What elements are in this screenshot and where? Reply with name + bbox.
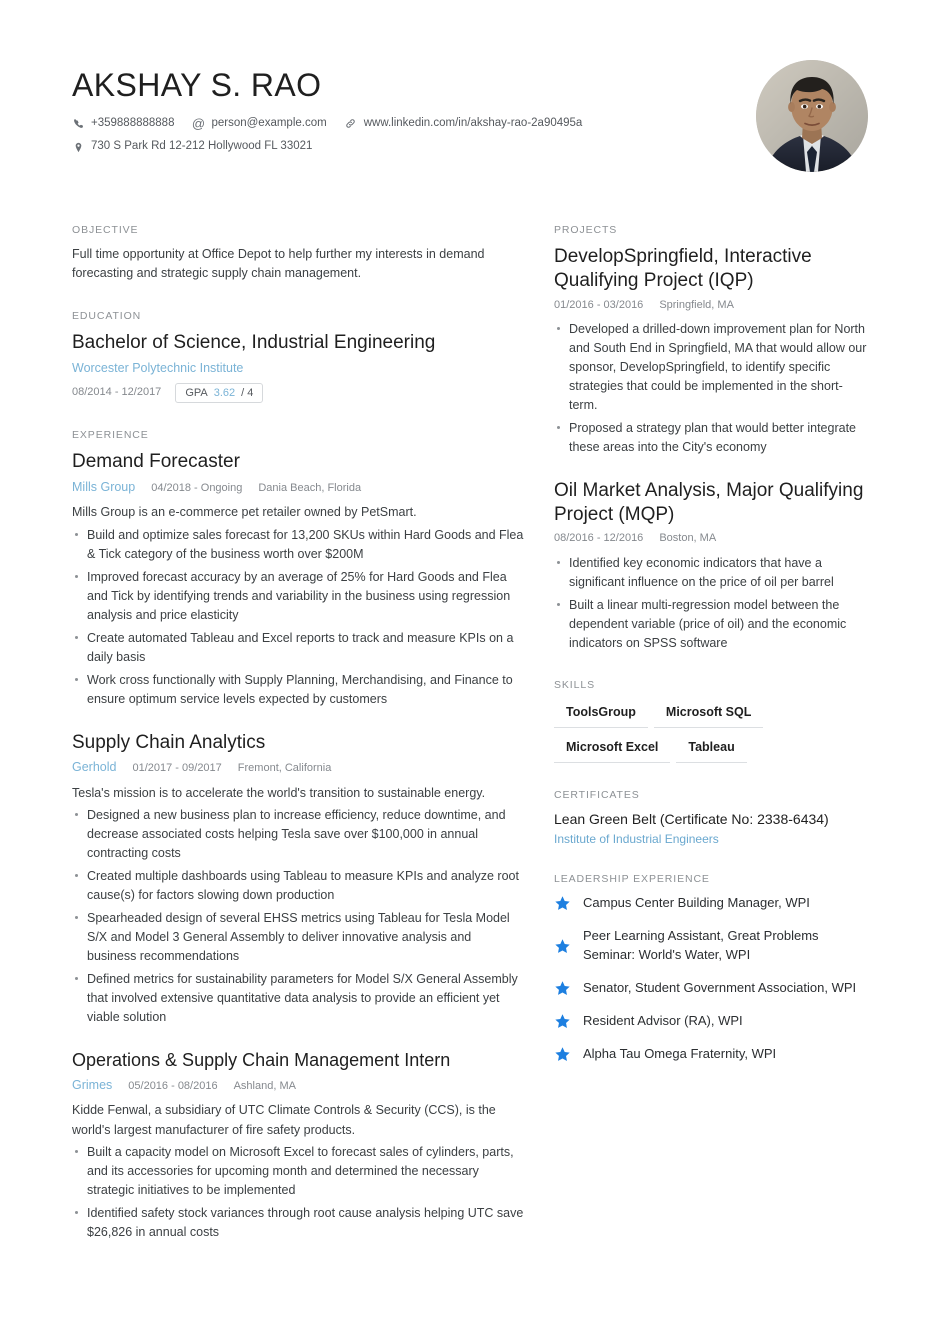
job-bullets: [72, 806, 524, 1027]
location-pin-icon: [72, 141, 84, 153]
list-item: [554, 927, 868, 965]
job-bullet: Improved forecast accuracy by an average of 25% for Hard Goods and Flea and Tick by identifying trends and variability in the business using regression analysis and price elasticity: [72, 568, 524, 625]
job-bullets: [72, 526, 524, 709]
job-bullet: Defined metrics for sustainability parameters for Model S/X General Assembly that involved extensive quantitative data analysis to provide an efficient yet viable solution: [72, 970, 524, 1027]
skills-list: [554, 701, 868, 763]
left-column: [72, 224, 524, 1268]
contact-linkedin-value: www.linkedin.com/in/akshay-rao-2a90495a: [363, 117, 583, 130]
leadership-list: [554, 894, 868, 1063]
section-certificates: [554, 789, 868, 848]
job-title: Operations & Supply Chain Management Intern: [72, 1050, 451, 1071]
contact-linkedin[interactable]: [345, 115, 583, 132]
education-meta: [72, 383, 524, 403]
job-location: Dania Beach, Florida: [258, 481, 362, 494]
section-title-projects: PROJECTS: [554, 224, 618, 236]
leadership-text: Senator, Student Government Association, WPI: [583, 980, 857, 995]
contact-row-address: [72, 138, 732, 155]
contact-phone[interactable]: [72, 115, 174, 132]
list-item: [554, 1045, 868, 1064]
contact-address: [72, 138, 312, 155]
link-icon: [345, 118, 357, 130]
gpa-badge: [175, 383, 263, 403]
certificate-title: Lean Green Belt (Certificate No: 2338-6434): [554, 810, 829, 827]
star-icon: [554, 980, 571, 997]
job-dates: 01/2017 - 09/2017: [132, 762, 222, 775]
star-icon: [554, 1046, 571, 1063]
section-leadership: [554, 873, 868, 1063]
page-title: AKSHAY S. RAO: [72, 67, 322, 103]
project-bullet: Built a linear multi-regression model between the dependent variable (price of oil) and the economic indicators on SPSS software: [554, 596, 868, 653]
job-bullet: Spearheaded design of several EHSS metrics using Tableau for Tesla Model S/X and Model 3 General Assembly to deliver innovative analysis and business recommendations: [72, 909, 524, 966]
job-company[interactable]: Grimes: [72, 1077, 113, 1092]
job-location: Ashland, MA: [233, 1079, 296, 1092]
list-item: [554, 894, 868, 913]
gpa-value: 3.62: [213, 387, 236, 399]
job-company[interactable]: Gerhold: [72, 760, 117, 775]
skill-item: Microsoft Excel: [554, 736, 670, 763]
resume-header: [72, 60, 868, 172]
project-entry: [554, 245, 868, 457]
section-title-experience: EXPERIENCE: [72, 429, 149, 441]
contact-row-primary: [72, 115, 732, 132]
gpa-label: GPA: [185, 387, 208, 399]
project-location: Boston, MA: [659, 532, 717, 545]
section-title-objective: OBJECTIVE: [72, 224, 139, 236]
contact-phone-value: +359888888888: [91, 117, 175, 130]
leadership-text: Campus Center Building Manager, WPI: [583, 895, 810, 911]
avatar: [756, 60, 868, 172]
list-item: [554, 1012, 868, 1031]
job-meta: [72, 479, 524, 497]
contact-address-value: 730 S Park Rd 12-212 Hollywood FL 33021: [91, 140, 313, 153]
job-title: Demand Forecaster: [72, 451, 240, 472]
header-text-block: [72, 60, 732, 162]
section-title-certificates: CERTIFICATES: [554, 788, 640, 801]
experience-entry: [72, 450, 524, 709]
project-entry: [554, 479, 868, 653]
job-dates: 04/2018 - Ongoing: [151, 481, 243, 494]
star-icon: [554, 938, 571, 955]
education-dates: 08/2014 - 12/2017: [72, 386, 162, 399]
star-icon: [554, 1013, 571, 1030]
job-company[interactable]: Mills Group: [72, 479, 136, 494]
job-bullets: [72, 1143, 524, 1242]
job-summary: Tesla's mission is to accelerate the world's transition to sustainable energy.: [72, 785, 486, 800]
job-bullet: Work cross functionally with Supply Planning, Merchandising, and Finance to ensure optimum service levels expected by customers: [72, 671, 524, 709]
project-bullets: [554, 554, 868, 653]
section-title-leadership: LEADERSHIP EXPERIENCE: [554, 873, 710, 886]
section-experience: [72, 429, 524, 1242]
certificate-issuer[interactable]: Institute of Industrial Engineers: [554, 831, 719, 846]
project-title: Oil Market Analysis, Major Qualifying Project (MQP): [554, 479, 864, 525]
job-bullet: Identified safety stock variances through root cause analysis helping UTC save $26,826 in annual costs: [72, 1204, 524, 1242]
phone-icon: [72, 118, 84, 130]
project-meta: [554, 298, 868, 313]
job-summary: Mills Group is an e-commerce pet retailer owned by PetSmart.: [72, 505, 417, 520]
job-bullet: Create automated Tableau and Excel reports to track and measure KPIs on a daily basis: [72, 629, 524, 667]
job-bullet: Built a capacity model on Microsoft Excel to forecast sales of cylinders, parts, and its accessories for upcoming month and determined the necessary strategic initiatives to be implemented: [72, 1143, 524, 1200]
project-bullet: Identified key economic indicators that have a significant influence on the price of oil per barrel: [554, 554, 868, 592]
project-meta: [554, 531, 868, 546]
job-location: Fremont, California: [237, 762, 332, 775]
right-column: [554, 224, 868, 1090]
section-skills: [554, 679, 868, 763]
section-projects: [554, 224, 868, 653]
list-item: [554, 979, 868, 998]
job-meta: [72, 759, 524, 777]
job-bullet: Created multiple dashboards using Tableau to measure KPIs and analyze root cause(s) for factors slowing down production: [72, 867, 524, 905]
section-education: [72, 310, 524, 403]
job-dates: 05/2016 - 08/2016: [128, 1079, 218, 1092]
project-bullets: [554, 320, 868, 457]
education-school[interactable]: Worcester Polytechnic Institute: [72, 360, 244, 375]
resume-body: [72, 224, 868, 1268]
job-title: Supply Chain Analytics: [72, 731, 266, 753]
certificate-entry: [554, 810, 868, 848]
project-dates: 08/2016 - 12/2016: [554, 532, 644, 545]
job-bullet: Build and optimize sales forecast for 13,200 SKUs within Hard Goods and Flea & Tick category of the business worth over $200M: [72, 526, 524, 564]
job-summary: Kidde Fenwal, a subsidiary of UTC Climate Controls & Security (CCS), is the world's largest manufacturer of fire safety products.: [72, 1103, 496, 1137]
section-title-skills: SKILLS: [554, 678, 596, 691]
skill-item: Tableau: [676, 736, 746, 763]
skill-item: ToolsGroup: [554, 701, 648, 728]
objective-text: Full time opportunity at Office Depot to help further my interests in demand forecasting and strategic supply chain management.: [72, 247, 485, 281]
leadership-text: Alpha Tau Omega Fraternity, WPI: [583, 1045, 777, 1061]
education-degree: Bachelor of Science, Industrial Engineering: [72, 331, 436, 353]
project-title: DevelopSpringfield, Interactive Qualifying Project (IQP): [554, 246, 812, 291]
profile-photo: [756, 60, 868, 172]
contact-email[interactable]: [192, 115, 326, 132]
section-title-education: EDUCATION: [72, 309, 142, 322]
job-bullet: Designed a new business plan to increase efficiency, reduce downtime, and decrease associated costs helping Tesla save over $100,000 in annual contracting costs: [72, 806, 524, 863]
skill-item: Microsoft SQL: [654, 701, 763, 728]
experience-entry: [72, 731, 524, 1028]
project-location: Springfield, MA: [659, 298, 734, 311]
leadership-text: Resident Advisor (RA), WPI: [583, 1012, 743, 1028]
section-objective: [72, 224, 524, 284]
contact-email-value: person@example.com: [211, 117, 327, 130]
project-bullet: Proposed a strategy plan that would better integrate these areas into the City's economy: [554, 419, 868, 457]
star-icon: [554, 895, 571, 912]
job-meta: [72, 1077, 524, 1095]
gpa-scale: / 4: [241, 387, 254, 399]
project-bullet: Developed a drilled-down improvement plan for North and South End in Springfield, MA that would allow our sponsor, DevelopSpringfield, to identify specific strategies that could be implemented in the short-term.: [554, 320, 868, 415]
at-icon: @: [191, 116, 206, 132]
experience-entry: [72, 1049, 524, 1242]
project-dates: 01/2016 - 03/2016: [554, 298, 644, 311]
leadership-text: Peer Learning Assistant, Great Problems Seminar: World's Water, WPI: [583, 928, 819, 963]
